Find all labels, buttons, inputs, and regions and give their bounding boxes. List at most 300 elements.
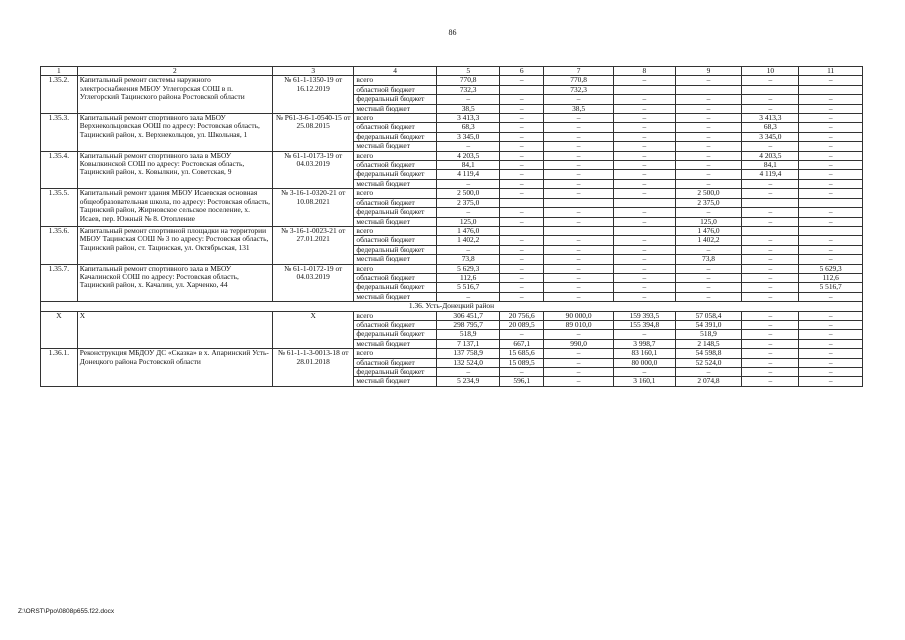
amount-cell: – xyxy=(675,161,742,170)
funding-source: областной бюджет xyxy=(354,161,437,170)
table-row xyxy=(41,349,863,358)
funding-source: местный бюджет xyxy=(354,377,437,386)
amount-cell xyxy=(543,226,613,235)
amount-cell xyxy=(799,85,863,94)
amount-cell: 1 476,0 xyxy=(436,226,500,235)
funding-source: всего xyxy=(354,264,437,273)
amount-cell: – xyxy=(543,368,613,377)
amount-cell: – xyxy=(675,114,742,123)
amount-cell xyxy=(742,198,799,207)
amount-cell: – xyxy=(742,76,799,85)
amount-cell: – xyxy=(543,189,613,198)
amount-cell: – xyxy=(742,273,799,282)
funding-source: местный бюджет xyxy=(354,217,437,226)
document-number: № 61-1-0172-19 от 04.03.2019 xyxy=(272,264,353,302)
document-number: № Р61-3-6-1-0540-15 от 25.08.2015 xyxy=(272,114,353,152)
amount-cell: – xyxy=(675,245,742,254)
funding-source: федеральный бюджет xyxy=(354,245,437,254)
amount-cell: – xyxy=(675,132,742,141)
funding-source: областной бюджет xyxy=(354,273,437,282)
funding-source: всего xyxy=(354,76,437,85)
amount-cell: 137 758,9 xyxy=(436,349,500,358)
amount-cell: – xyxy=(742,236,799,245)
header-cell: 9 xyxy=(675,67,742,76)
amount-cell: 2 074,8 xyxy=(675,377,742,386)
amount-cell: 667,1 xyxy=(500,339,543,348)
amount-cell: 38,5 xyxy=(436,104,500,113)
amount-cell: – xyxy=(436,292,500,301)
amount-cell: 155 394,8 xyxy=(614,320,675,329)
amount-cell: – xyxy=(500,114,543,123)
amount-cell: – xyxy=(543,377,613,386)
amount-cell: – xyxy=(799,161,863,170)
amount-cell: – xyxy=(799,245,863,254)
amount-cell xyxy=(500,85,543,94)
amount-cell: – xyxy=(614,76,675,85)
funding-source: федеральный бюджет xyxy=(354,132,437,141)
amount-cell: – xyxy=(799,255,863,264)
table-row xyxy=(41,264,863,273)
amount-cell: – xyxy=(742,142,799,151)
funding-source: местный бюджет xyxy=(354,179,437,188)
amount-cell: 770,8 xyxy=(436,76,500,85)
amount-cell: – xyxy=(500,161,543,170)
document-number: № 61-1-0173-19 от 04.03.2019 xyxy=(272,151,353,189)
amount-cell: 298 795,7 xyxy=(436,320,500,329)
amount-cell: – xyxy=(500,142,543,151)
amount-cell: – xyxy=(500,170,543,179)
amount-cell: 73,8 xyxy=(436,255,500,264)
amount-cell: 57 058,4 xyxy=(675,311,742,320)
amount-cell: – xyxy=(675,76,742,85)
amount-cell: 52 524,0 xyxy=(675,358,742,367)
amount-cell: – xyxy=(675,368,742,377)
amount-cell: – xyxy=(614,123,675,132)
header-cell: 5 xyxy=(436,67,500,76)
amount-cell: 518,9 xyxy=(436,330,500,339)
amount-cell: – xyxy=(500,189,543,198)
section-row xyxy=(41,302,863,311)
document-number: Х xyxy=(272,311,353,349)
amount-cell: 73,8 xyxy=(675,255,742,264)
amount-cell: – xyxy=(543,123,613,132)
funding-source: местный бюджет xyxy=(354,339,437,348)
header-cell: 10 xyxy=(742,67,799,76)
amount-cell: – xyxy=(614,283,675,292)
amount-cell: – xyxy=(543,161,613,170)
amount-cell: 2 375,0 xyxy=(675,198,742,207)
amount-cell: 84,1 xyxy=(742,161,799,170)
object-name: Х xyxy=(77,311,272,349)
amount-cell: – xyxy=(799,76,863,85)
header-cell: 7 xyxy=(543,67,613,76)
amount-cell: – xyxy=(799,170,863,179)
amount-cell: – xyxy=(436,208,500,217)
object-name: Капитальный ремонт системы наружного электроснабжения МБОУ Углегорская СОШ в п. Углегорский Тацинского района Ростовской области xyxy=(77,76,272,114)
amount-cell: – xyxy=(675,151,742,160)
amount-cell: 2 375,0 xyxy=(436,198,500,207)
amount-cell: – xyxy=(500,245,543,254)
row-number: 1.35.5. xyxy=(41,189,78,227)
amount-cell: – xyxy=(543,170,613,179)
funding-source: федеральный бюджет xyxy=(354,330,437,339)
amount-cell: – xyxy=(500,255,543,264)
amount-cell: 4 203,5 xyxy=(436,151,500,160)
table-row xyxy=(41,189,863,198)
amount-cell: – xyxy=(614,208,675,217)
header-cell: 8 xyxy=(614,67,675,76)
amount-cell: – xyxy=(614,142,675,151)
amount-cell: – xyxy=(675,292,742,301)
amount-cell: 54 598,8 xyxy=(675,349,742,358)
amount-cell xyxy=(799,226,863,235)
amount-cell: – xyxy=(675,170,742,179)
amount-cell: – xyxy=(543,142,613,151)
funding-source: всего xyxy=(354,151,437,160)
amount-cell: – xyxy=(614,217,675,226)
amount-cell: – xyxy=(543,114,613,123)
amount-cell: – xyxy=(742,349,799,358)
funding-source: федеральный бюджет xyxy=(354,368,437,377)
funding-source: местный бюджет xyxy=(354,292,437,301)
page-number: 86 xyxy=(448,28,457,37)
amount-cell: 4 203,5 xyxy=(742,151,799,160)
amount-cell: – xyxy=(500,330,543,339)
amount-cell: – xyxy=(799,114,863,123)
amount-cell: – xyxy=(436,245,500,254)
amount-cell: – xyxy=(614,368,675,377)
amount-cell: – xyxy=(500,292,543,301)
amount-cell: – xyxy=(799,104,863,113)
amount-cell: 112,6 xyxy=(799,273,863,282)
amount-cell: 1 476,0 xyxy=(675,226,742,235)
amount-cell: – xyxy=(799,179,863,188)
amount-cell: 80 000,0 xyxy=(614,358,675,367)
funding-source: областной бюджет xyxy=(354,320,437,329)
amount-cell: – xyxy=(799,142,863,151)
amount-cell: 732,3 xyxy=(436,85,500,94)
object-name: Капитальный ремонт спортивного зала в МБОУ Ковылкинской СОШ по адресу: Ростовская область, Тацинский район, х. Ковылкин, ул. Советская, 9 xyxy=(77,151,272,189)
amount-cell xyxy=(675,85,742,94)
amount-cell: 112,6 xyxy=(436,273,500,282)
amount-cell: 3 413,3 xyxy=(742,114,799,123)
amount-cell: – xyxy=(500,236,543,245)
table-row xyxy=(41,226,863,235)
amount-cell: 5 629,3 xyxy=(436,264,500,273)
header-cell: 4 xyxy=(354,67,437,76)
amount-cell: – xyxy=(742,217,799,226)
funding-source: всего xyxy=(354,226,437,235)
amount-cell: – xyxy=(675,142,742,151)
table-row xyxy=(41,114,863,123)
amount-cell: – xyxy=(614,273,675,282)
document-number: № 3-16-1-0320-21 от 10.08.2021 xyxy=(272,189,353,227)
object-name: Капитальный ремонт спортивной площадки на территории МБОУ Тацинская СОШ № 3 по адресу: Ростовская область, Тацинский район, ст. Тацинская, ул. Октябрьская, 131 xyxy=(77,226,272,264)
amount-cell: – xyxy=(614,189,675,198)
amount-cell: 125,0 xyxy=(436,217,500,226)
amount-cell: – xyxy=(675,283,742,292)
amount-cell: – xyxy=(799,189,863,198)
amount-cell: 5 629,3 xyxy=(799,264,863,273)
funding-source: всего xyxy=(354,349,437,358)
amount-cell: – xyxy=(799,377,863,386)
funding-source: областной бюджет xyxy=(354,236,437,245)
amount-cell: – xyxy=(500,217,543,226)
amount-cell: – xyxy=(543,292,613,301)
amount-cell: – xyxy=(500,368,543,377)
amount-cell xyxy=(614,226,675,235)
amount-cell: – xyxy=(675,95,742,104)
amount-cell: – xyxy=(543,349,613,358)
amount-cell: – xyxy=(436,368,500,377)
amount-cell: 68,3 xyxy=(742,123,799,132)
amount-cell: – xyxy=(500,104,543,113)
amount-cell: – xyxy=(799,208,863,217)
funding-source: областной бюджет xyxy=(354,123,437,132)
amount-cell xyxy=(500,198,543,207)
funding-source: федеральный бюджет xyxy=(354,208,437,217)
amount-cell: – xyxy=(742,104,799,113)
amount-cell: 3 413,3 xyxy=(436,114,500,123)
amount-cell: 7 137,1 xyxy=(436,339,500,348)
funding-source: местный бюджет xyxy=(354,255,437,264)
amount-cell: 5 234,9 xyxy=(436,377,500,386)
file-path-footer: Z:\ORST\Ppo\0808p655.f22.docx xyxy=(18,608,115,615)
amount-cell xyxy=(543,198,613,207)
amount-cell: – xyxy=(799,330,863,339)
amount-cell: – xyxy=(543,132,613,141)
amount-cell: – xyxy=(543,179,613,188)
amount-cell: – xyxy=(614,132,675,141)
amount-cell: – xyxy=(799,339,863,348)
amount-cell: – xyxy=(614,255,675,264)
amount-cell: – xyxy=(675,179,742,188)
amount-cell: – xyxy=(675,104,742,113)
amount-cell: 596,1 xyxy=(500,377,543,386)
amount-cell: 84,1 xyxy=(436,161,500,170)
object-name: Капитальный ремонт спортивного зала в МБОУ Качалинской СОШ по адресу: Ростовская область, Тацинский район, х. Качалин, ул. Харченко, 44 xyxy=(77,264,272,302)
amount-cell: – xyxy=(799,151,863,160)
amount-cell: – xyxy=(742,255,799,264)
amount-cell: – xyxy=(799,292,863,301)
amount-cell: – xyxy=(799,217,863,226)
amount-cell: – xyxy=(799,358,863,367)
amount-cell: 3 160,1 xyxy=(614,377,675,386)
object-name: Капитальный ремонт здания МБОУ Исаевская основная общеобразовательная школа, по адресу: Ростовская область, Тацинский район, Жирновское сельское поселение, х. Исаев, пер. Южный № 8. Отопление xyxy=(77,189,272,227)
amount-cell: 125,0 xyxy=(675,217,742,226)
amount-cell: 990,0 xyxy=(543,339,613,348)
amount-cell: 132 524,0 xyxy=(436,358,500,367)
amount-cell: 20 756,6 xyxy=(500,311,543,320)
amount-cell: – xyxy=(614,245,675,254)
amount-cell: – xyxy=(742,358,799,367)
amount-cell: – xyxy=(543,358,613,367)
object-name: Капитальный ремонт спортивного зала МБОУ Верхнекольцовская ООШ по адресу: Ростовская область, Тацинский район, х. Верхнекольцов, ул. Школьная, 1 xyxy=(77,114,272,152)
amount-cell: – xyxy=(614,264,675,273)
amount-cell: – xyxy=(675,273,742,282)
row-number: 1.35.3. xyxy=(41,114,78,152)
amount-cell xyxy=(614,85,675,94)
amount-cell: – xyxy=(742,292,799,301)
section-title: 1.36. Усть-Донецкий район xyxy=(41,302,863,311)
funding-source: областной бюджет xyxy=(354,358,437,367)
amount-cell: – xyxy=(500,123,543,132)
row-number: 1.35.2. xyxy=(41,76,78,114)
amount-cell: – xyxy=(436,142,500,151)
amount-cell: 4 119,4 xyxy=(742,170,799,179)
funding-source: всего xyxy=(354,311,437,320)
table-row xyxy=(41,76,863,85)
row-number: 1.35.4. xyxy=(41,151,78,189)
table-row xyxy=(41,311,863,320)
amount-cell: – xyxy=(614,104,675,113)
amount-cell: – xyxy=(799,123,863,132)
amount-cell: – xyxy=(799,95,863,104)
amount-cell: 732,3 xyxy=(543,85,613,94)
amount-cell: – xyxy=(543,236,613,245)
funding-source: местный бюджет xyxy=(354,142,437,151)
amount-cell: – xyxy=(500,132,543,141)
amount-cell: 159 393,5 xyxy=(614,311,675,320)
amount-cell: 54 391,0 xyxy=(675,320,742,329)
amount-cell: 38,5 xyxy=(543,104,613,113)
amount-cell: – xyxy=(500,208,543,217)
amount-cell: – xyxy=(500,151,543,160)
amount-cell: 90 000,0 xyxy=(543,311,613,320)
amount-cell: – xyxy=(543,283,613,292)
amount-cell: – xyxy=(675,208,742,217)
amount-cell: – xyxy=(799,311,863,320)
amount-cell: 5 516,7 xyxy=(799,283,863,292)
amount-cell: – xyxy=(799,236,863,245)
amount-cell: – xyxy=(799,368,863,377)
amount-cell: – xyxy=(500,179,543,188)
amount-cell: – xyxy=(742,368,799,377)
amount-cell: 3 345,0 xyxy=(436,132,500,141)
amount-cell: 518,9 xyxy=(675,330,742,339)
amount-cell: – xyxy=(500,283,543,292)
amount-cell xyxy=(799,198,863,207)
amount-cell: – xyxy=(742,264,799,273)
amount-cell: – xyxy=(500,273,543,282)
row-number: 1.35.6. xyxy=(41,226,78,264)
amount-cell: – xyxy=(614,161,675,170)
header-cell: 11 xyxy=(799,67,863,76)
amount-cell: – xyxy=(742,95,799,104)
amount-cell: – xyxy=(675,123,742,132)
amount-cell: – xyxy=(500,95,543,104)
amount-cell: – xyxy=(742,377,799,386)
amount-cell: – xyxy=(543,273,613,282)
amount-cell: 770,8 xyxy=(543,76,613,85)
amount-cell: – xyxy=(543,245,613,254)
amount-cell xyxy=(742,226,799,235)
amount-cell: – xyxy=(614,179,675,188)
amount-cell: – xyxy=(614,95,675,104)
amount-cell: – xyxy=(543,255,613,264)
amount-cell: 3 345,0 xyxy=(742,132,799,141)
header-row xyxy=(41,67,863,76)
amount-cell: 1 402,2 xyxy=(675,236,742,245)
amount-cell: 15 685,6 xyxy=(500,349,543,358)
funding-source: местный бюджет xyxy=(354,104,437,113)
funding-source: федеральный бюджет xyxy=(354,170,437,179)
amount-cell: 306 451,7 xyxy=(436,311,500,320)
document-number: № 3-16-1-0023-21 от 27.01.2021 xyxy=(272,226,353,264)
funding-source: федеральный бюджет xyxy=(354,283,437,292)
document-number: № 61-1-1-3-0013-18 от 28.01.2018 xyxy=(272,349,353,387)
funding-source: всего xyxy=(354,189,437,198)
amount-cell: 5 516,7 xyxy=(436,283,500,292)
header-cell: 2 xyxy=(77,67,272,76)
amount-cell: – xyxy=(742,330,799,339)
table-row xyxy=(41,151,863,160)
amount-cell: – xyxy=(675,264,742,273)
amount-cell: – xyxy=(742,311,799,320)
amount-cell xyxy=(500,226,543,235)
amount-cell: – xyxy=(799,132,863,141)
amount-cell: – xyxy=(543,264,613,273)
amount-cell: – xyxy=(543,330,613,339)
row-number: 1.35.7. xyxy=(41,264,78,302)
amount-cell: – xyxy=(799,320,863,329)
amount-cell: – xyxy=(742,179,799,188)
amount-cell: – xyxy=(742,283,799,292)
amount-cell: – xyxy=(614,330,675,339)
amount-cell: – xyxy=(543,95,613,104)
funding-source: федеральный бюджет xyxy=(354,95,437,104)
amount-cell: 4 119,4 xyxy=(436,170,500,179)
amount-cell: – xyxy=(742,339,799,348)
document-number: № 61-1-1350-19 от 16.12.2019 xyxy=(272,76,353,114)
amount-cell: 2 148,5 xyxy=(675,339,742,348)
amount-cell: 1 402,2 xyxy=(436,236,500,245)
amount-cell: – xyxy=(742,208,799,217)
amount-cell: 2 500,0 xyxy=(675,189,742,198)
amount-cell: 20 089,5 xyxy=(500,320,543,329)
amount-cell: 2 500,0 xyxy=(436,189,500,198)
amount-cell: – xyxy=(543,217,613,226)
header-cell: 6 xyxy=(500,67,543,76)
funding-source: областной бюджет xyxy=(354,198,437,207)
amount-cell: – xyxy=(799,349,863,358)
amount-cell: 15 089,5 xyxy=(500,358,543,367)
object-name: Реконструкция МБДОУ ДС «Сказка» в х. Апаринский Усть-Донецкого района Ростовской области xyxy=(77,349,272,387)
budget-table xyxy=(40,66,863,387)
amount-cell: 3 998,7 xyxy=(614,339,675,348)
funding-source: всего xyxy=(354,114,437,123)
amount-cell: – xyxy=(436,179,500,188)
header-cell: 1 xyxy=(41,67,78,76)
row-number: Х xyxy=(41,311,78,349)
header-cell: 3 xyxy=(272,67,353,76)
amount-cell: – xyxy=(614,114,675,123)
amount-cell: – xyxy=(500,264,543,273)
amount-cell: – xyxy=(742,245,799,254)
amount-cell: – xyxy=(614,292,675,301)
amount-cell: – xyxy=(500,76,543,85)
amount-cell: 89 010,0 xyxy=(543,320,613,329)
amount-cell: 83 160,1 xyxy=(614,349,675,358)
row-number: 1.36.1. xyxy=(41,349,78,387)
amount-cell: – xyxy=(742,320,799,329)
amount-cell: – xyxy=(543,151,613,160)
amount-cell: 68,3 xyxy=(436,123,500,132)
amount-cell: – xyxy=(614,236,675,245)
amount-cell: – xyxy=(614,170,675,179)
amount-cell: – xyxy=(614,151,675,160)
amount-cell: – xyxy=(543,208,613,217)
